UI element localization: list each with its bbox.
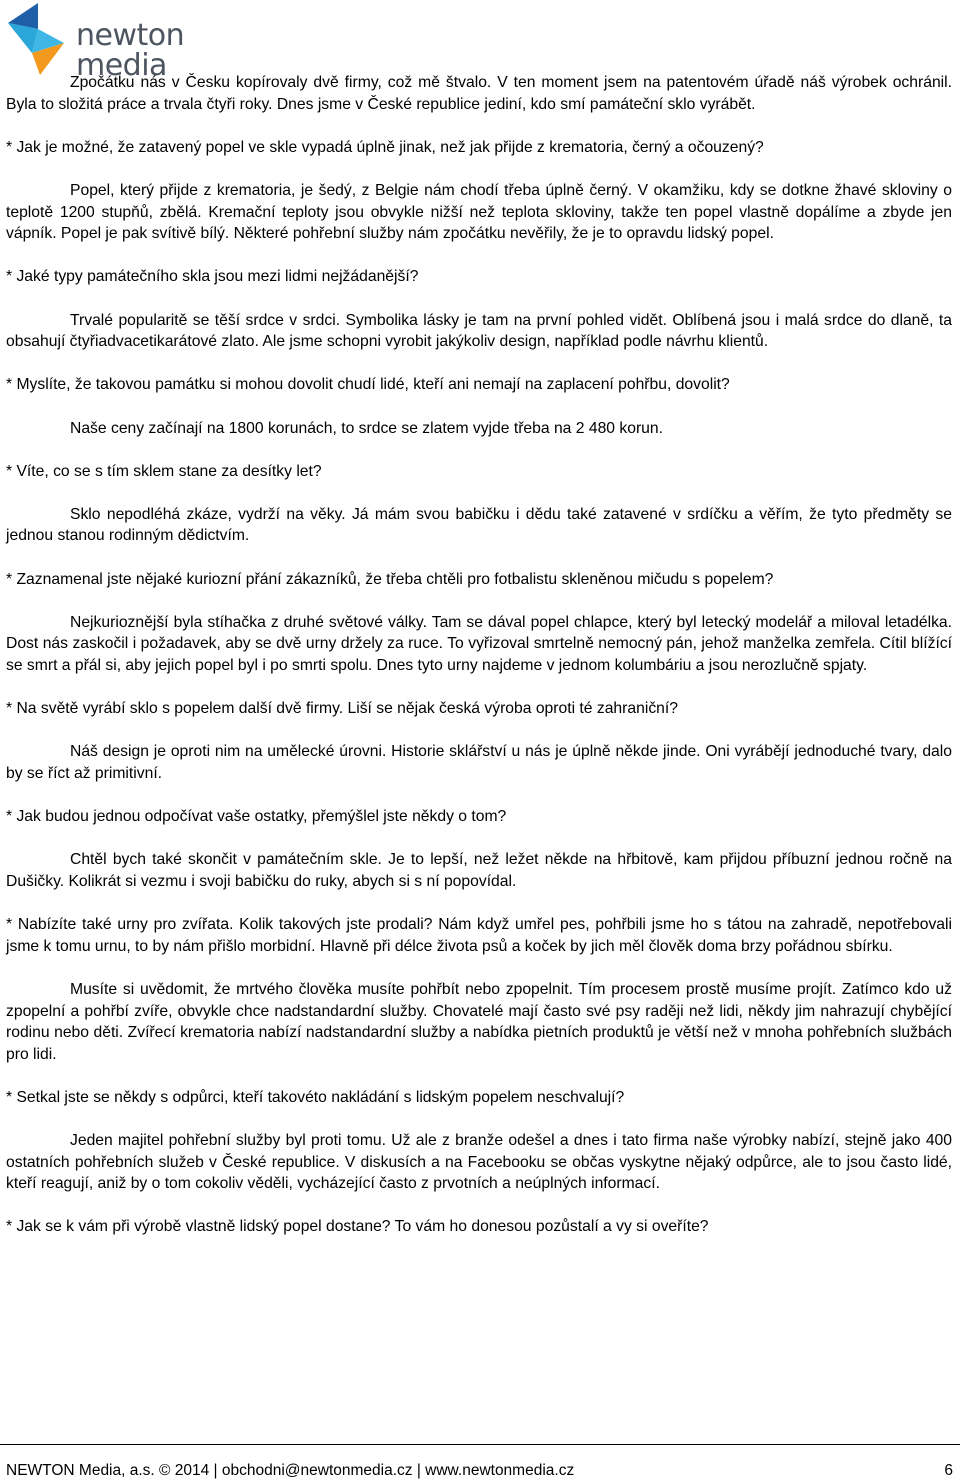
question-paragraph: * Víte, co se s tím sklem stane za desítky let? bbox=[6, 462, 322, 480]
answer-paragraph: Chtěl bych také skončit v památečním skle. Je to lepší, než ležet někde na hřbitově, kam přijdou příbuzní jednou ročně na Dušičky. Kolikrát si vezmu i svoji babičku do ruky, abych si s ní popovídal. bbox=[6, 851, 952, 890]
page-number: 6 bbox=[944, 1462, 953, 1479]
answer-paragraph: Náš design je oproti nim na umělecké úrovni. Historie sklářství u nás je úplně někde jinde. Oni vyrábějí jednoduché tvary, dalo by se říct až primitivní. bbox=[6, 743, 952, 782]
question-paragraph: * Jak budou jednou odpočívat vaše ostatky, přemýšlel jste někdy o tom? bbox=[6, 808, 507, 826]
answer-paragraph: Jeden majitel pohřební služby byl proti tomu. Už ale z branže odešel a dnes i tato firma naše výrobky nabízí, stejně jako 400 ostatních pohřebních služeb v České republice. V diskusích a na Facebooku se občas vyskytne nějaký odpůrce, ale to jsou často lidé, kteří reagují, aniž by o tom cokoliv věděli, vycházející často z prvotních a neúplných informací. bbox=[6, 1132, 952, 1193]
question-paragraph: * Zaznamenal jste nějaké kuriozní přání zákazníků, že třeba chtěli pro fotbalistu skleněnou mičudu s popelem? bbox=[6, 570, 774, 588]
answer-paragraph: Naše ceny začínají na 1800 korunách, to srdce se zlatem vyjde třeba na 2 480 korun. bbox=[70, 419, 663, 437]
answer-paragraph: Popel, který přijde z krematoria, je šedý, z Belgie nám chodí třeba úplně černý. V okamžiku, kdy se dotkne žhavé skloviny o teplotě 1200 stupňů, zbělá. Kremační teploty jsou obvykle nižší než teplota skloviny, takže ten popel vlastně dopálíme a zbyde jen vápník. Popel je pak svítivě bílý. Některé pohřební služby nám zpočátku nevěřily, že je to opravdu lidský popel. bbox=[6, 181, 952, 243]
footer-divider bbox=[0, 1444, 960, 1445]
answer-paragraph: Trvalé popularitě se těší srdce v srdci. Symbolika lásky je tam na první pohled vidět. Oblíbená jsou i malá srdce do dlaně, ta obsahují čtyřiadvacetikarátové zlato. Ale jsme schopni vyrobit jakýkoliv design, například podle návrhu klientů. bbox=[6, 311, 952, 351]
question-paragraph: * Jak se k vám při výrobě vlastně lidský popel dostane? To vám ho donesou pozůstalí a vy si oveříte? bbox=[6, 1218, 709, 1236]
answer-paragraph: Zpočátku nás v Česku kopírovaly dvě firmy, což mě štvalo. V ten moment jsem na patentovém úřadě náš výrobek ochránil. Byla to složitá práce a trvala čtyři roky. Dnes jsme v České republice jediní, kdo smí památeční sklo vyrábět. bbox=[6, 74, 952, 113]
question-paragraph: * Jak je možné, že zatavený popel ve skle vypadá úplně jinak, než jak přijde z krematoria, černý a očouzený? bbox=[6, 138, 764, 156]
question-paragraph: * Nabízíte také urny pro zvířata. Kolik takových jste prodali? Nám když umřel pes, pohřbili jsme ho s tátou na zahradě, nepotřebovali jsme k tomu urnu, to by nám přišlo morbidní. Hlavně při délce života psů a koček by jich měl člověk doma brzy pořádnou sbírku. bbox=[6, 916, 952, 955]
newton-media-logo bbox=[4, 3, 244, 83]
newton-media-logo-mark-icon bbox=[4, 3, 74, 75]
question-paragraph: * Na světě vyrábí sklo s popelem další dvě firmy. Liší se nějak česká výroba oproti té zahraniční? bbox=[6, 700, 678, 718]
answer-paragraph: Sklo nepodléhá zkáze, vydrží na věky. Já mám svou babičku i dědu také zatavené v srdíčku a věřím, že tyto předměty se jednou stanou rodinným dědictvím. bbox=[6, 505, 952, 545]
question-paragraph: * Jaké typy památečního skla jsou mezi lidmi nejžádanější? bbox=[6, 268, 419, 286]
logo-wordmark: newton media bbox=[76, 18, 185, 83]
footer-text: NEWTON Media, a.s. © 2014 | obchodni@newtonmedia.cz | www.newtonmedia.cz bbox=[6, 1462, 575, 1479]
question-paragraph: * Setkal jste se někdy s odpůrci, kteří takovéto nakládání s lidským popelem neschvalují? bbox=[6, 1088, 625, 1106]
page-footer bbox=[0, 1444, 960, 1481]
answer-paragraph: Nejkurioznější byla stíhačka z druhé světové války. Tam se dával popel chlapce, který byl letecký modelář a miloval letadélka. Dost nás zaskočil i požadavek, aby se dvě urny držely za ruce. To vyřizoval smrtelně nemocný pán, jehož manželka zemřela. Cítil blížící se smrt a přál si, aby jejich popel byl i po smrti spolu. Dnes tyto urny najdeme v jednom kolumbáriu a jsou nerozlučně spjaty. bbox=[6, 613, 952, 675]
question-paragraph: * Myslíte, že takovou památku si mohou dovolit chudí lidé, kteří ani nemají na zaplacení pohřbu, dovolit? bbox=[6, 376, 730, 394]
answer-paragraph: Musíte si uvědomit, že mrtvého člověka musíte pohřbít nebo zpopelnit. Tím procesem prostě musíme projít. Zatímco kdo už zpopelní a pohřbí zvíře, obvykle chce nadstandardní služby. Chovatelé mají často své psy raději než lidi, někdy jim nahrazují chybějící rodinu nebo děti. Zvířecí krematoria nabízí nadstandardní služby a nabídka pietních produktů je větší než v mnoha pohřebních službách pro lidi. bbox=[6, 980, 952, 1063]
article-body bbox=[6, 72, 952, 1260]
